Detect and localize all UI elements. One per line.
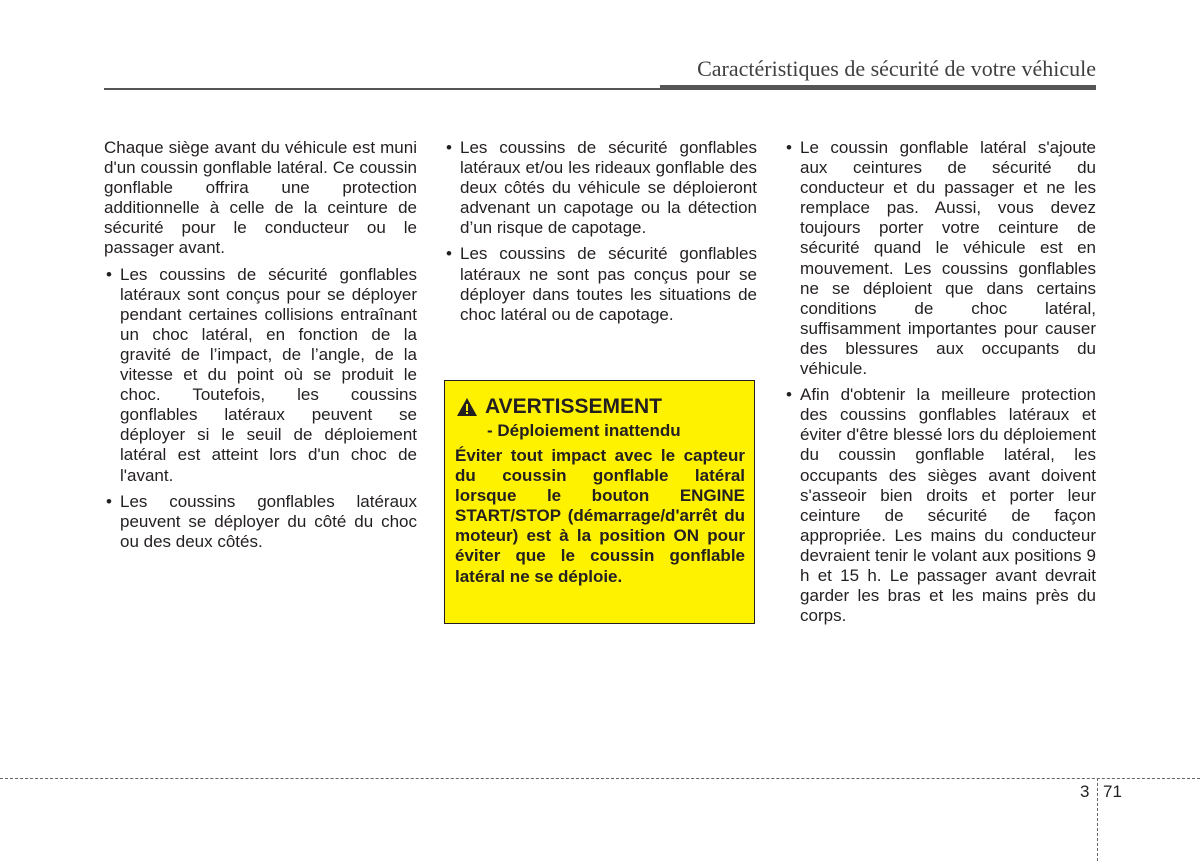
bullet-dot: • xyxy=(786,385,792,405)
warning-title: AVERTISSEMENT xyxy=(485,395,662,418)
intro-paragraph: Chaque siège avant du véhicule est muni d'un coussin gonflable latéral. Ce coussin gonflable offrira une protection additionnelle à celle de la ceinture de sécurité pour le conducteur ou le passager avant. xyxy=(104,138,417,258)
bullet-text: Le coussin gonflable latéral s'ajoute aux ceintures de sécurité du conducteur et du passager et ne les remplace pas. Aussi, vous devez toujours porter votre ceinture de sécurité quand le véhicule est en mouvement. Les coussins gonflables ne se déploient que dans certains conditions de choc latéral, suffisamment importantes pour causer des blessures aux occupants du véhicule. xyxy=(800,138,1096,379)
column-2 xyxy=(444,138,757,331)
bullet-list xyxy=(444,138,757,325)
list-item xyxy=(784,138,1096,379)
footer-divider xyxy=(1097,778,1098,861)
list-item xyxy=(784,385,1096,626)
bullet-dot: • xyxy=(106,491,112,511)
header-rule-thin xyxy=(104,88,660,90)
chapter-number: 3 xyxy=(1080,782,1090,801)
header-rule-thick xyxy=(660,85,1096,90)
column-1 xyxy=(104,138,417,558)
bullet-text: Les coussins de sécurité gonflables latéraux sont conçus pour se déployer pendant certaines collisions entraînant un choc latéral, en fonction de la gravité de l’impact, de l’angle, de la vitesse et du point où se produit le choc. Toutefois, les coussins gonflables latéraux peuvent se déployer si le seuil de déploiement latéral est atteint lors d'un choc de l'avant. xyxy=(120,264,417,485)
list-item xyxy=(104,492,417,552)
bullet-list xyxy=(784,138,1096,626)
footer-rule xyxy=(0,778,1200,779)
bullet-text: Les coussins de sécurité gonflables latéraux ne sont pas conçus pour se déployer dans toutes les situations de choc latéral ou de capotage. xyxy=(460,244,757,324)
column-3 xyxy=(784,138,1096,632)
bullet-dot: • xyxy=(446,244,452,264)
warning-body: Éviter tout impact avec le capteur du coussin gonflable latéral lorsque le bouton ENGINE START/STOP (démarrage/d'arrêt du moteur) est à la position ON pour éviter que le coussin gonflable latéral ne se déploie. xyxy=(455,446,745,586)
warning-triangle-icon xyxy=(456,397,478,417)
bullet-text: Afin d'obtenir la meilleure protection des coussins gonflables latéraux et éviter d'être blessé lors du déploiement du coussin gonflable latéral, les occupants des sièges avant doivent s'asseoir bien droits et porter leur ceinture de sécurité de façon appropriée. Les mains du conducteur devraient tenir le volant aux positions 9 h et 15 h. Le passager avant devrait garder les bras et les mains près du corps. xyxy=(800,385,1096,626)
warning-subtitle: - Déploiement inattendu xyxy=(487,421,681,440)
bullet-text: Les coussins gonflables latéraux peuvent se déployer du côté du choc ou des deux côtés. xyxy=(120,491,417,551)
bullet-dot: • xyxy=(786,138,792,157)
list-item xyxy=(104,265,417,486)
warning-box xyxy=(444,380,755,624)
list-item xyxy=(444,244,757,324)
bullet-dot: • xyxy=(446,138,452,157)
page-header-title: Caractéristiques de sécurité de votre véhicule xyxy=(697,56,1096,81)
bullet-dot: • xyxy=(106,264,112,284)
bullet-list xyxy=(104,265,417,552)
warning-header xyxy=(456,395,662,419)
list-item xyxy=(444,138,757,238)
bullet-text: Les coussins de sécurité gonflables latéraux et/ou les rideaux gonflable des deux côtés du véhicule se déploieront advenant un capotage ou la détection d’un risque de capotage. xyxy=(460,138,757,238)
page-number: 71 xyxy=(1103,782,1122,801)
